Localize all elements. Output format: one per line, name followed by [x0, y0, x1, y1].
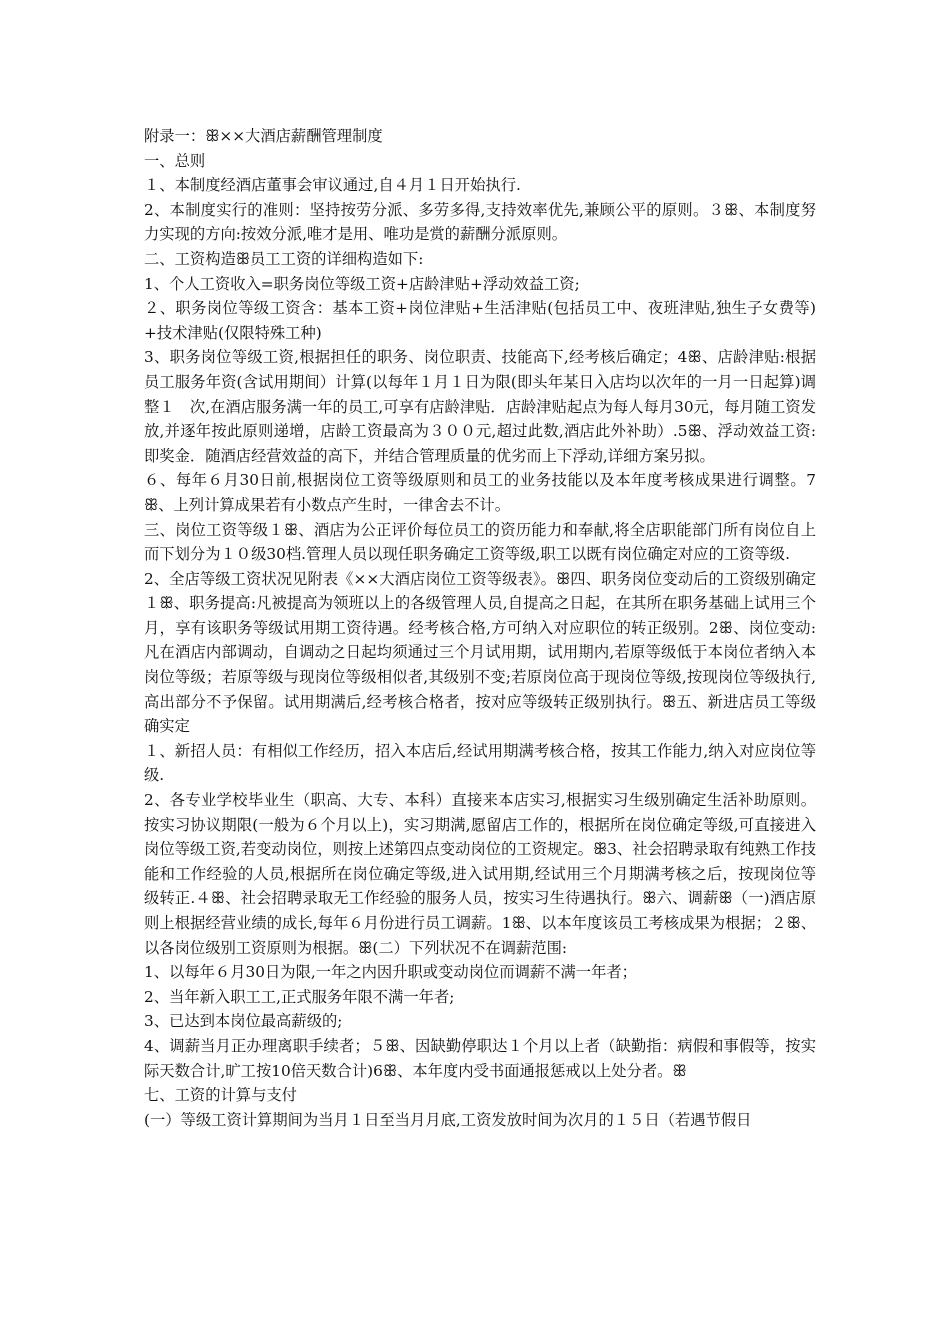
paragraph: 1、个人工资收入=职务岗位等级工资+店龄津贴+浮动效益工资;: [144, 274, 580, 293]
paragraph: 2、本制度实行的准则：坚持按劳分派、多劳多得,支持效率优先,兼顾公平的原则。３ꕥ、本制度努力实现的方向:按效分派,唯才是用、唯功是赏的薪酬分派原则。: [144, 200, 816, 244]
paragraph: 3、职务岗位等级工资,根据担任的职务、岗位职责、技能高下,经考核后确定；4ꕥ、店龄津贴:根据员工服务年资(含试用期间）计算(以每年１月１日为限(即头年某日入店均以次年的一月一日起算)调整１ 次,在酒店服务满一年的员工,可享有店龄津贴．店龄津贴起点为每人每月30元，每月随工资发放,并逐年按此原则递增，店龄工资最高为３００元,超过此数,酒店此外补助）.5ꕥ、浮动效益工资:即奖金．随酒店经营效益的高下，并结合管理质量的优劣而上下浮动,详细方案另拟。: [144, 348, 816, 465]
paragraph: １、本制度经酒店董事会审议通过,自４月１日开始执行.: [144, 176, 521, 195]
section-heading-payment: 七、工资的计算与支付: [144, 1086, 297, 1105]
list-item: 2、当年新入职工工,正式服务年限不满一年者;: [144, 987, 455, 1006]
paragraph: 2、各专业学校毕业生（职高、大专、本科）直接来本店实习,根据实习生级别确定生活补助原则。按实习协议期限(一般为６个月以上)，实习期满,愿留店工作的，根据所在岗位确定等级,可直接进入岗位等级工资,若变动岗位，则按上述第四点变动岗位的工资规定。ꕥ3、社会招聘录取有纯熟工作技能和工作经验的人员,根据所在岗位确定等级,进入试用期,经试用三个月期满考核之后，按现岗位等级转正.４ꕥ、社会招聘录取无工作经验的服务人员，按实习生待遇执行。ꕥ六、调薪ꕥ（一)酒店原则上根据经营业绩的成长,每年６月份进行员工调薪。1ꕥ、以本年度该员工考核成果为根据；２ꕥ、以各岗位级别工资原则为根据。ꕥ(二）下列状况不在调薪范围:: [144, 791, 816, 957]
paragraph: ６、每年６月30日前,根据岗位工资等级原则和员工的业务技能以及本年度考核成果进行调整。7ꕥ、上列计算成果若有小数点产生时，一律舍去不计。: [144, 471, 816, 514]
paragraph: 2、全店等级工资状况见附表《××大酒店岗位工资等级表》。ꕥ四、职务岗位变动后的工资级别确定１ꕥ、职务提高:凡被提高为领班以上的各级管理人员,自提高之日起，在其所在职务基础上试用三个月，享有该职务等级试用期工资待遇。经考核合格,方可纳入对应职位的转正级别。2ꕥ、岗位变动:凡在酒店内部调动，自调动之日起均须通过三个月试用期，试用期内,若原等级低于本岗位者纳入本岗位等级；若原等级与现岗位等级相似者,其级别不变;若原岗位高于现岗位等级,按现岗位等级执行,高出部分不予保留。试用期满后,经考核合格者，按对应等级转正级别执行。ꕥ五、新进店员工等级确实定: [144, 569, 816, 736]
list-item: 1、以每年６月30日为限,一年之内因升职或变动岗位而调薪不满一年者；: [144, 963, 637, 982]
section-heading-general: 一、总则: [144, 151, 206, 170]
paragraph: (一）等级工资计算期间为当月１日至当月月底,工资发放时间为次月的１５日（若遇节假日: [144, 1110, 752, 1129]
list-item: 3、已达到本岗位最高薪级的;: [144, 1012, 343, 1031]
section-heading-wage-structure: 二、工资构造ꕥ员工工资的详细构造如下:: [144, 249, 424, 268]
list-item: 4、调薪当月正办理离职手续者；５ꕥ、因缺勤停职达１个月以上者（缺勤指：病假和事假等，按实际天数合计,旷工按10倍天数合计)6ꕥ、本年度内受书面通报惩戒以上处分者。ꕥ: [144, 1036, 816, 1080]
document-body: [144, 124, 816, 1132]
paragraph: １、新招人员：有相似工作经历，招入本店后,经试用期满考核合格，按其工作能力,纳入对应岗位等级.: [144, 741, 816, 785]
document-title-line: 附录一：ꕥ××大酒店薪酬管理制度: [144, 127, 383, 145]
paragraph: ２、职务岗位等级工资含：基本工资+岗位津贴+生活津贴(包括员工中、夜班津贴,独生子女费等)+技术津贴(仅限特殊工种): [144, 299, 816, 342]
section-heading-grades: 三、岗位工资等级１ꕥ、酒店为公正评价每位员工的资历能力和奉献,将全店职能部门所有岗位自上而下划分为１０级30档.管理人员以现任职务确定工资等级,职工以既有岗位确定对应的工资等级.: [144, 520, 816, 564]
